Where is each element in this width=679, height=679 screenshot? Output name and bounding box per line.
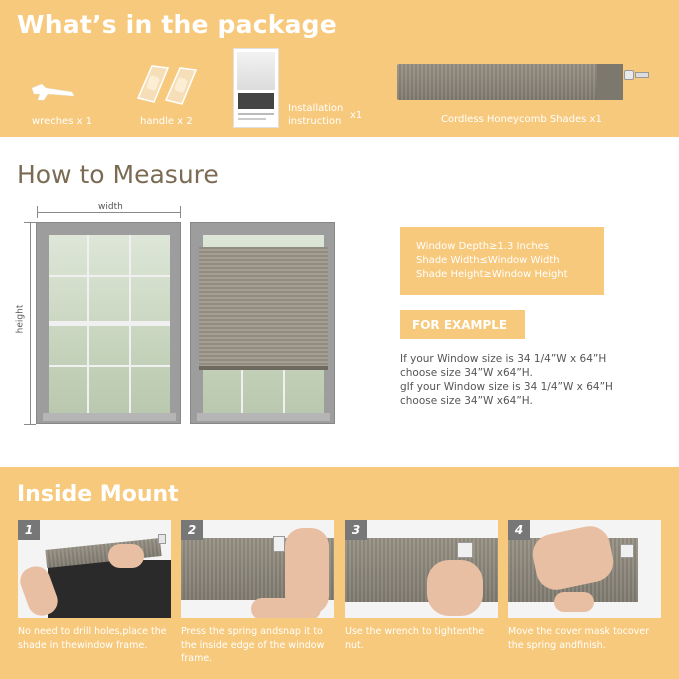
window-mullion-v2 [129, 235, 131, 413]
window-sill [43, 413, 176, 421]
width-tick-left [37, 206, 38, 218]
height-tick-bottom [24, 424, 36, 425]
honeycomb-shade [199, 247, 328, 368]
measure-title: How to Measure [17, 160, 219, 189]
height-label: height [15, 302, 25, 337]
height-tick-top [24, 222, 36, 223]
step-4-number: 4 [508, 520, 530, 540]
step-1-number: 1 [18, 520, 40, 540]
manual-icon [233, 48, 279, 128]
wrench-label: wreches x 1 [32, 116, 93, 127]
example-line-1: If your Window size is 34 1/4”W x 64”H [400, 353, 607, 365]
step-4-image [508, 520, 661, 618]
requirement-depth: Window Depth≥1.3 Inches [416, 241, 550, 252]
step-3-text: Use the wrench to tightenthe nut. [345, 626, 485, 651]
shade-icon [397, 64, 657, 102]
width-dimension-line [37, 212, 181, 213]
handle-label: handle x 2 [140, 116, 193, 127]
step-1-text: No need to drill holes,place the shade in thewindow frame. [18, 626, 167, 651]
window-sill [197, 413, 330, 421]
window-illustration [36, 222, 181, 424]
window-mullion-v2 [283, 363, 285, 413]
window-mullion-v1 [241, 363, 243, 413]
requirements-box [400, 227, 604, 295]
requirement-width: Shade Width≤Window Width [416, 255, 560, 266]
requirement-height: Shade Height≥Window Height [416, 269, 568, 280]
window-mullion-v1 [87, 235, 89, 413]
step-2-number: 2 [181, 520, 203, 540]
inside-mount-title: Inside Mount [17, 482, 179, 507]
step-4-text: Move the cover mask tocover the spring andfinish. [508, 626, 650, 651]
window-mullion-h1 [49, 275, 170, 277]
shade-bottom-rail [199, 366, 328, 370]
height-dimension-line [30, 222, 31, 425]
handle-icon [130, 58, 206, 108]
width-label: width [95, 202, 126, 212]
window-with-shade-illustration [190, 222, 335, 424]
window-mullion-h2 [49, 365, 170, 367]
shade-label: Cordless Honeycomb Shades x1 [441, 114, 602, 125]
package-section [0, 0, 679, 137]
manual-label: Installation [288, 103, 344, 114]
step-2-text: Press the spring andsnap it to the inside edge of the window frame. [181, 626, 325, 664]
manual-label-2: instruction [288, 116, 342, 127]
wrench-icon [28, 78, 78, 108]
step-1-image [18, 520, 171, 618]
example-line-3: gIf your Window size is 34 1/4”W x 64”H [400, 381, 613, 393]
width-tick-right [180, 206, 181, 218]
example-tag: FOR EXAMPLE [400, 310, 525, 339]
example-line-2: choose size 34”W x64”H. [400, 367, 533, 379]
window-sash-divider [49, 321, 170, 326]
example-line-4: choose size 34”W x64”H. [400, 395, 533, 407]
inside-mount-section [0, 467, 679, 679]
step-3-image [345, 520, 498, 618]
step-3-number: 3 [345, 520, 367, 540]
manual-qty: x1 [350, 110, 363, 121]
step-2-image [181, 520, 334, 618]
example-text [400, 352, 640, 408]
package-title: What’s in the package [17, 10, 337, 39]
